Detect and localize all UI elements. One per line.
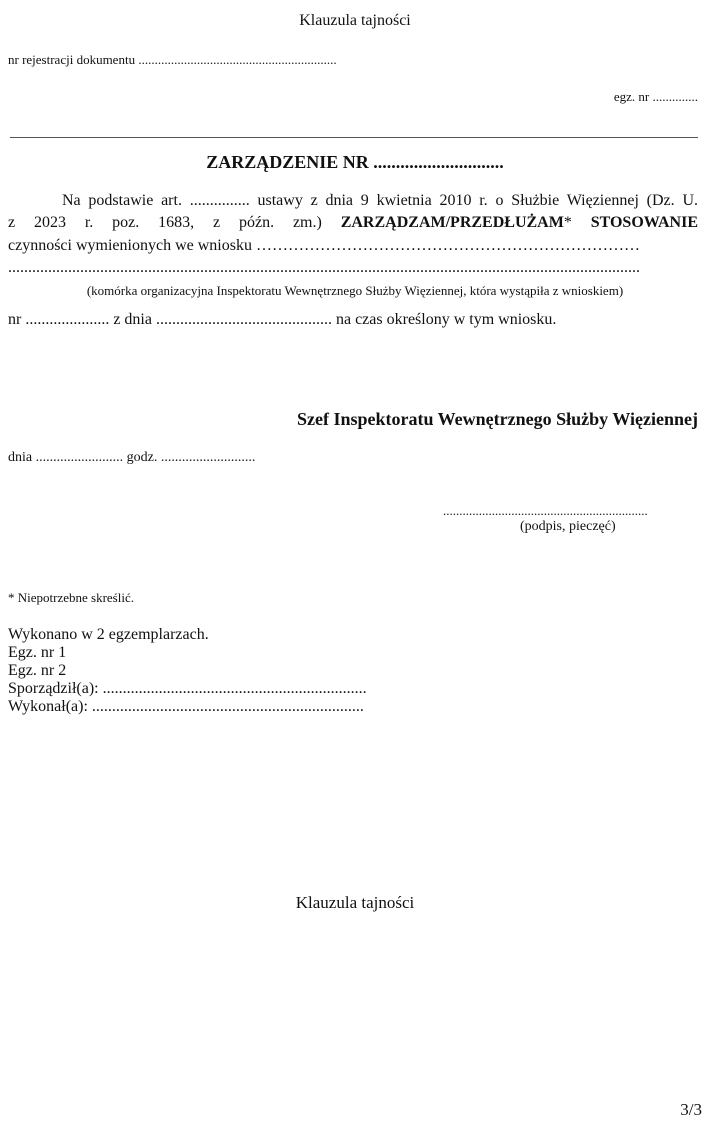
copy-number-line: egz. nr .............. [613,89,698,104]
legal-basis-text: z 2023 r. poz. 1683, z późn. zm.) [8,214,322,231]
registration-number-line: nr rejestracji dokumentu ............................................................. [8,52,337,67]
date-time-line: dnia ......................... godz. ........................... [8,450,256,465]
copy-1: Egz. nr 1 [8,644,67,661]
classification-header: Klauzula tajności [299,12,411,29]
page-number: 3/3 [680,1100,702,1119]
document-title: ZARZĄDZENIE NR ............................. [206,152,504,172]
copies-info: Wykonano w 2 egzemplarzach. [8,626,209,643]
footnote: * Niepotrzebne skreślić. [8,590,134,605]
body-line-3: czynności wymienionych we wniosku ……………………………………………………………… [8,237,640,254]
signing-authority: Szef Inspektoratu Wewnętrznego Służby Więziennej [297,409,698,429]
order-action-text: ZARZĄDZAM/PRZEDŁUŻAM [340,214,564,231]
order-apply-text: STOSOWANIE [590,214,699,231]
executed-by-line: Wykonał(a): .................................................................... [8,698,364,715]
copy-2: Egz. nr 2 [8,662,67,679]
body-line-5: nr ..................... z dnia ............................................ na czas określony w tym wniosku. [8,311,557,328]
signature-dots: ............................................................... [443,503,648,518]
classification-footer: Klauzula tajności [295,893,415,912]
header-divider [10,137,698,138]
body-line-1: Na podstawie art. ............... ustawy z dnia 9 kwietnia 2010 r. o Służbie Więziennej (Dz. U. [62,192,698,209]
body-line-2 [8,214,698,232]
signature-caption: (podpis, pieczęć) [520,519,616,534]
body-line-4: .............................................................................................................................................................. [8,259,640,276]
unit-caption: (komórka organizacyjna Inspektoratu Wewnętrznego Służby Więziennej, która wystąpiła z wnioskiem) [86,283,624,298]
footnote-marker: * [563,214,572,231]
prepared-by-line: Sporządził(a): .................................................................. [8,680,367,697]
